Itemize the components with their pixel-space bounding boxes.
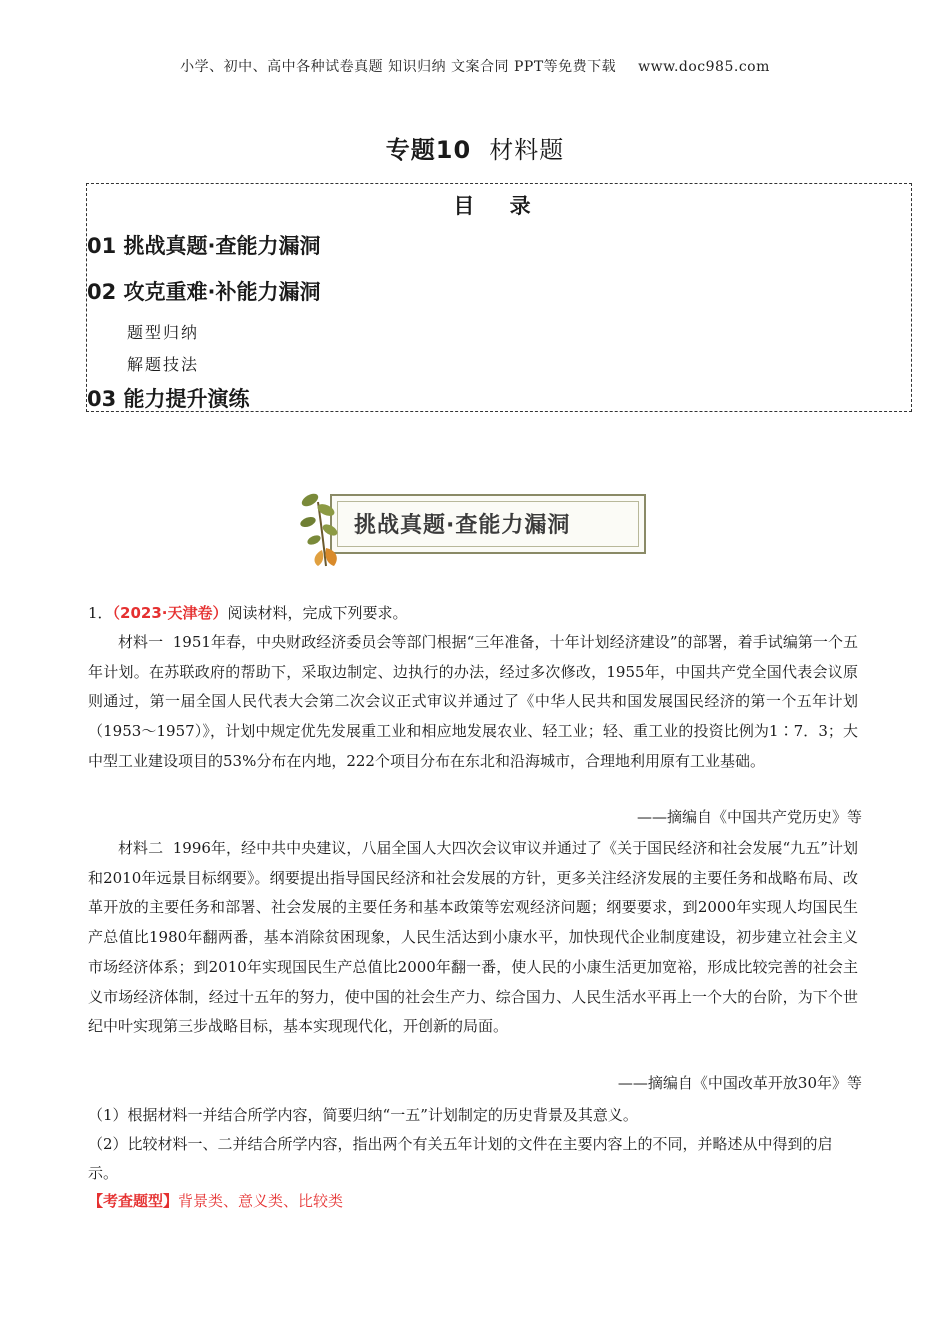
toc-sub-item-1[interactable]: 题型归纳	[127, 323, 200, 342]
toc-section-2[interactable]: 02 攻克重难·补能力漏洞	[87, 280, 321, 304]
material-2-text: 1996年，经中共中央建议，八届全国人大四次会议审议并通过了《关于国民经济和社会发展“九五”计划和2010年远景目标纲要》。纲要提出指导国民经济和社会发展的方针，更多关注经济发展的主要任务和战略布局、改革开放的主要任务和部署、社会发展的主要任务和基本政策等宏观经济问题；纲要要求，到2000年实现人均国民生产总值比1980年翻两番，基本消除贫困现象，人民生活达到小康水平，加快现代企业制度建设，初步建立社会主义市场经济体系；到2010年实现国民生产总值比2000年翻一番，使人民的小康生活更加宽裕，形成比较完善的社会主义市场经济体制，经过十五年的努力，使中国的社会生产力、综合国力、人民生活水平再上一个大的台阶，为下个世纪中叶实现第三步战略目标，基本实现现代化，开创新的局面。	[88, 839, 858, 1036]
section-banner	[296, 488, 646, 568]
title-part1: 专题10	[385, 136, 472, 164]
sub-question-1: （1）根据材料一并结合所学内容，简要归纳“一五”计划制定的历史背景及其意义。	[88, 1106, 638, 1124]
tag-label: 【考查题型】	[88, 1192, 179, 1210]
banner-text: 挑战真题·查能力漏洞	[354, 513, 571, 538]
question-source: （2023·天津卷）	[112, 604, 228, 622]
material-1-label: 材料一	[118, 633, 164, 651]
site-header	[0, 56, 950, 76]
material-2-label: 材料二	[118, 839, 164, 857]
question-heading	[88, 602, 408, 623]
toc-section-3[interactable]: 03 能力提升演练	[87, 387, 250, 411]
tag-types: 背景类、意义类、比较类	[178, 1192, 344, 1210]
header-text: 小学、初中、高中各种试卷真题 知识归纳 文案合同 PPT等免费下载	[180, 59, 617, 75]
citation-1: ——摘编自《中国共产党历史》等	[636, 808, 862, 826]
question-prompt: 阅读材料，完成下列要求。	[227, 604, 408, 622]
toc-heading: 目 录	[453, 194, 545, 218]
header-url[interactable]: www.doc985.com	[638, 59, 770, 75]
sub-question-2: （2）比较材料一、二并结合所学内容，指出两个有关五年计划的文件在主要内容上的不同，并略述从中得到的启示。	[88, 1135, 833, 1182]
toc-sub-item-2[interactable]: 解题技法	[127, 355, 200, 374]
question-number: 1．	[88, 604, 113, 622]
table-of-contents	[86, 183, 912, 412]
page-title	[0, 130, 950, 165]
question-type-tag	[88, 1190, 343, 1211]
citation-2: ——摘编自《中国改革开放30年》等	[617, 1074, 862, 1092]
toc-section-1[interactable]: 01 挑战真题·查能力漏洞	[87, 234, 321, 258]
plant-icon	[296, 488, 356, 568]
material-2	[88, 834, 858, 1042]
material-1-text: 1951年春，中央财政经济委员会等部门根据“三年准备，十年计划经济建设”的部署，着手试编第一个五年计划。在苏联政府的帮助下，采取边制定、边执行的办法，经过多次修改，1955年，中国共产党全国代表会议原则通过，第一届全国人民代表大会第二次会议正式审议并通过了《中华人民共和国发展国民经济的第一个五年计划（1953～1957）》，计划中规定优先发展重工业和相应地发展农业、轻工业；轻、重工业的投资比例为1∶7．3；大中型工业建设项目的53%分布在内地，222个项目分布在东北和沿海城市，合理地利用原有工业基础。	[88, 633, 858, 770]
material-1	[88, 628, 858, 777]
title-part2: 材料题	[489, 136, 565, 164]
